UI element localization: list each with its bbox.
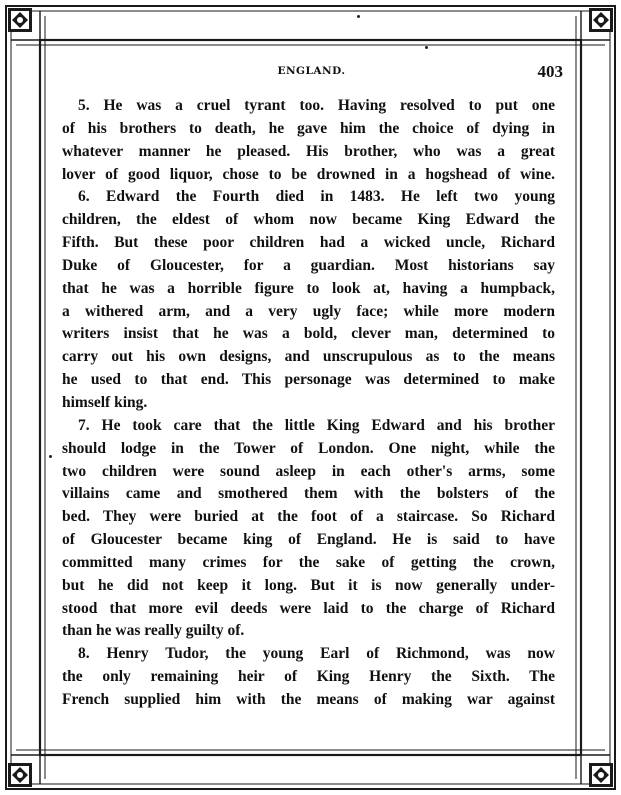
text-line: he used to that end. This personage was determined to make	[62, 371, 555, 389]
text-line: 8. Henry Tudor, the young Earl of Richmond, was now	[78, 645, 555, 663]
text-line: whatever manner he pleased. His brother, who was a great	[62, 142, 555, 160]
text-line: committed many crimes for the sake of getting the crown,	[62, 553, 555, 571]
running-head	[60, 62, 563, 82]
text-line: 7. He took care that the little King Edward and his brother	[78, 416, 555, 434]
print-speck	[425, 46, 428, 49]
text-line: but he did not keep it long. But it is now generally under-	[62, 576, 555, 594]
text-line: 6. Edward the Fourth died in 1483. He left two young	[78, 188, 555, 206]
text-line: two children were sound asleep in each other's arms, some	[62, 462, 555, 480]
running-head-title: ENGLAND.	[277, 65, 346, 77]
page-number: 403	[537, 62, 563, 81]
text-line: Fifth. But these poor children had a wicked uncle, Richard	[62, 234, 555, 252]
text-line: of Gloucester became king of England. He is said to have	[62, 531, 555, 549]
corner-ornament-top-right	[588, 7, 614, 33]
text-line: the only remaining heir of King Henry the Sixth. The	[62, 668, 555, 686]
body-text	[62, 95, 555, 712]
text-line: villains came and smothered them with the bolsters of the	[62, 485, 555, 503]
text-line: that he was a horrible figure to look at, having a humpback,	[62, 279, 555, 297]
text-line: writers insist that he was a bold, clever man, determined to	[62, 325, 555, 343]
text-line: lover of good liquor, chose to be drowned in a hogshead of wine.	[62, 165, 555, 183]
text-line: stood that more evil deeds were laid to the charge of Richard	[62, 599, 555, 617]
text-line: Duke of Gloucester, for a guardian. Most historians say	[62, 256, 555, 274]
text-line: children, the eldest of whom now became King Edward the	[62, 211, 555, 229]
text-line: 5. He was a cruel tyrant too. Having resolved to put one	[78, 97, 555, 114]
text-line: of his brothers to death, he gave him the choice of dying in	[62, 119, 555, 137]
corner-ornament-top-left	[7, 7, 33, 33]
print-speck	[49, 455, 52, 458]
text-line: a withered arm, and a very ugly face; while more modern	[62, 302, 555, 320]
corner-ornament-bottom-left	[7, 762, 33, 788]
text-line: carry out his own designs, and unscrupulous as to the means	[62, 348, 555, 366]
text-line: bed. They were buried at the foot of a staircase. So Richard	[62, 508, 555, 526]
text-line: French supplied him with the means of making war against	[62, 690, 555, 708]
text-line: should lodge in the Tower of London. One night, while the	[62, 439, 555, 457]
text-line: than he was really guilty of.	[62, 622, 245, 640]
text-line: himself king.	[62, 393, 148, 411]
corner-ornament-bottom-right	[588, 762, 614, 788]
print-speck	[357, 15, 360, 18]
